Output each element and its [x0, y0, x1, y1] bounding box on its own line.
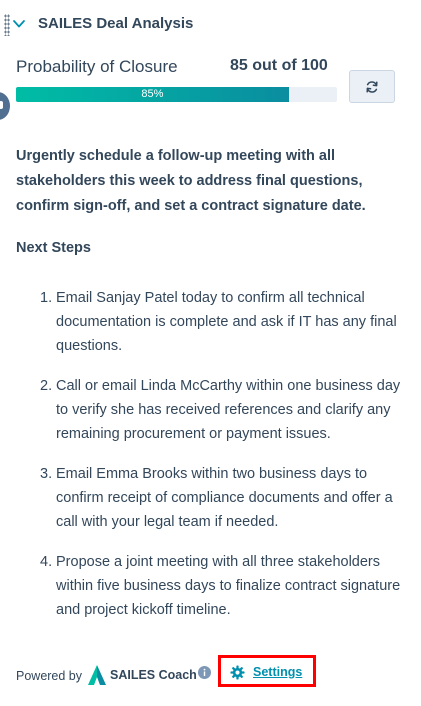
list-item	[40, 550, 406, 622]
list-item	[40, 462, 406, 534]
panel-header[interactable]	[0, 0, 421, 48]
chevron-down-icon[interactable]	[12, 17, 26, 31]
step-number: 3.	[40, 466, 53, 482]
probability-label: Probability of Closure	[16, 57, 178, 76]
footer	[16, 660, 416, 690]
side-toggle-handle[interactable]	[0, 92, 10, 120]
step-number: 1.	[40, 290, 53, 306]
probability-score: 85 out of 100	[230, 57, 328, 74]
next-steps-list	[40, 286, 406, 638]
list-item	[40, 286, 406, 358]
next-steps-heading: Next Steps	[16, 240, 91, 256]
sailes-logo-icon	[87, 664, 107, 686]
panel-title: SAILES Deal Analysis	[38, 15, 194, 32]
settings-link[interactable]	[230, 662, 302, 682]
drag-handle-icon[interactable]	[4, 14, 10, 36]
recommendation-text: Urgently schedule a follow-up meeting with all stakeholders this week to address final questions, confirm sign-off, and set a contract signature date.	[16, 148, 366, 214]
step-number: 2.	[40, 378, 53, 394]
probability-percent: 85%	[141, 88, 164, 100]
list-item	[40, 374, 406, 446]
powered-by-label: Powered by	[16, 669, 83, 683]
step-text: Email Sanjay Patel today to confirm all technical documentation is complete and ask if IT has any final questions.	[56, 290, 397, 354]
gear-icon	[230, 665, 245, 680]
step-text: Call or email Linda McCarthy within one business day to verify she has received references and clarify any remaining procurement or payment issues.	[56, 378, 401, 442]
probability-progress-fill	[16, 87, 289, 102]
settings-label: Settings	[253, 665, 303, 679]
step-number: 4.	[40, 554, 53, 570]
refresh-icon	[365, 80, 379, 94]
brand-name: SAILES Coach	[110, 668, 197, 682]
probability-progress-bar	[16, 87, 337, 102]
refresh-button[interactable]	[349, 70, 395, 103]
step-text: Email Emma Brooks within two business days to confirm receipt of compliance documents and offer a call with your legal team if needed.	[56, 466, 393, 530]
step-text: Propose a joint meeting with all three stakeholders within five business days to finalize contract signature and project kickoff timeline.	[56, 554, 401, 618]
info-icon[interactable]	[198, 666, 211, 679]
